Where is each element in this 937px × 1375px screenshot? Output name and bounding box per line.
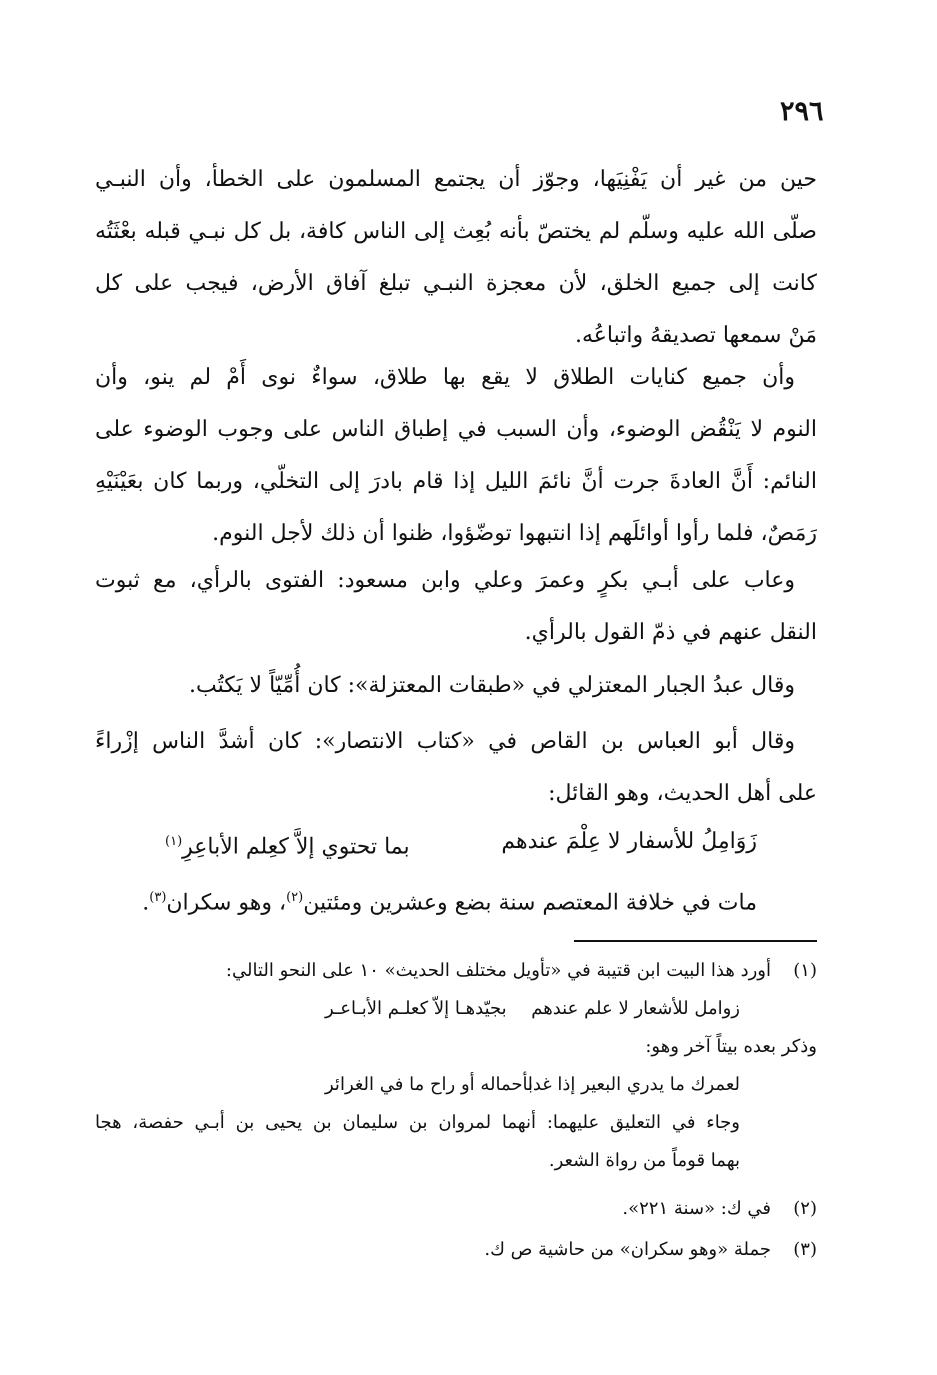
final-end: .: [142, 890, 150, 916]
text-line: على أهل الحديث، وهو القائل:: [548, 781, 817, 806]
footnote-line: وجاء في التعليق عليهما: أنهما لمروان بن سليمان بن يحيى بن أبـي حفصة، هجا: [95, 1112, 740, 1133]
footnote-text: في ك: «سنة ٢٢١».: [622, 1198, 771, 1219]
final-text-a: مات في خلافة المعتصم سنة بضع وعشرين ومئتين: [303, 890, 757, 916]
footnote-verse-left: بجيّدهـا إلاّ كعلـم الأبـاعـر: [325, 998, 507, 1019]
text-line: النائم: أَنَّ العادةَ جرت أنَّ نائمَ الليل إذا قام بادرَ إلى التخلّي، وربما كان بعَيْنَيْهِ: [95, 469, 817, 494]
footnote-2: [95, 1190, 817, 1228]
footnote-number: (٣): [793, 1239, 817, 1260]
footnote-line: بهما قوماً من رواة الشعر.: [548, 1150, 740, 1171]
footnote-separator: [574, 940, 817, 942]
footnote-3: [95, 1231, 817, 1269]
text-line: حين من غير أن يَفْنِيَها، وجوّز أن يجتمع المسلمون على الخطأ، وأن النبـي: [95, 167, 817, 192]
text-line: مَنْ سمعها تصديقهُ واتباعُه.: [574, 323, 817, 348]
text-line: وأن جميع كنايات الطلاق لا يقع بها طلاق، سواءٌ نوى أَمْ لم ينو، وأن: [95, 365, 795, 390]
footnote-line: [95, 1231, 817, 1269]
footnote-verse-right: زوامل للأشعار لا علم عندهم: [531, 998, 740, 1019]
footnote-verse: [95, 990, 817, 1028]
text-line: النقل عنهم في ذمّ القول بالرأي.: [524, 620, 817, 645]
text-line: وقال عبدُ الجبار المعتزلي في «طبقات المعتزلة»: كان أُمِّيّاً لا يَكتُب.: [189, 673, 795, 698]
footnote-line: وذكر بعده بيتاً آخر وهو:: [645, 1036, 817, 1057]
footnote-verse-right: لعمرك ما يدري البعير إذا غدا: [527, 1074, 740, 1095]
text-line: صلّى الله عليه وسلّم لم يختصّ بأنه بُعِث إلى الناس كافة، بل كل نبـي قبله بعْثَتُه: [95, 219, 817, 244]
footnote-line: [95, 1190, 817, 1228]
page-number: ٢٩٦: [780, 96, 824, 127]
footnote-text: جملة «وهو سكران» من حاشية ص ك.: [484, 1239, 771, 1260]
text-line: كانت إلى جميع الخلق، لأن معجزة النبـي تبلغ آفاق الأرض، فيجب على كل: [95, 271, 817, 296]
footnote-line: [95, 952, 817, 990]
footnote-number: (٢): [793, 1198, 817, 1219]
footnote-mark: (٢): [286, 890, 304, 905]
verse-first-hemistich: زَوَامِلُ للأسفار لا عِلْمَ عندهم: [501, 829, 757, 854]
text-line: رَمَصٌ، فلما رأوا أوائلَهم إذا انتبهوا توضّؤوا، ظنوا أن ذلك لأجل النوم.: [212, 521, 817, 546]
text-line: وقال أبو العباس بن القاص في «كتاب الانتصار»: كان أشدَّ الناس إزْراءً: [95, 729, 795, 754]
text-line: النوم لا يَنْقُض الوضوء، وأن السبب في إطباق الناس على وجوب الوضوء على: [95, 417, 817, 442]
footnote-mark: (١): [165, 834, 183, 849]
footnote-verse: [95, 1066, 817, 1104]
footnote-mark: (٣): [149, 890, 167, 905]
verse-second-text: بما تحتوي إلاَّ كعِلم الأباعِرِ: [182, 834, 410, 860]
verse-second-hemistich: [165, 816, 410, 873]
text-line: [95, 872, 757, 924]
verse: [95, 816, 817, 868]
text-line: وعاب على أبـي بكرٍ وعمرَ وعلي وابن مسعود: الفتوى بالرأي، مع ثبوت: [95, 568, 795, 593]
final-text-b: ، وهو سكران: [166, 890, 287, 916]
footnote-text: أورد هذا البيت ابن قتيبة في «تأويل مختلف الحديث» ١٠ على النحو التالي:: [225, 960, 771, 981]
footnote-verse-left: بأحماله أو راح ما في الغرائر: [325, 1074, 534, 1095]
footnote-number: (١): [793, 960, 817, 981]
footnote-1: [95, 952, 817, 1192]
